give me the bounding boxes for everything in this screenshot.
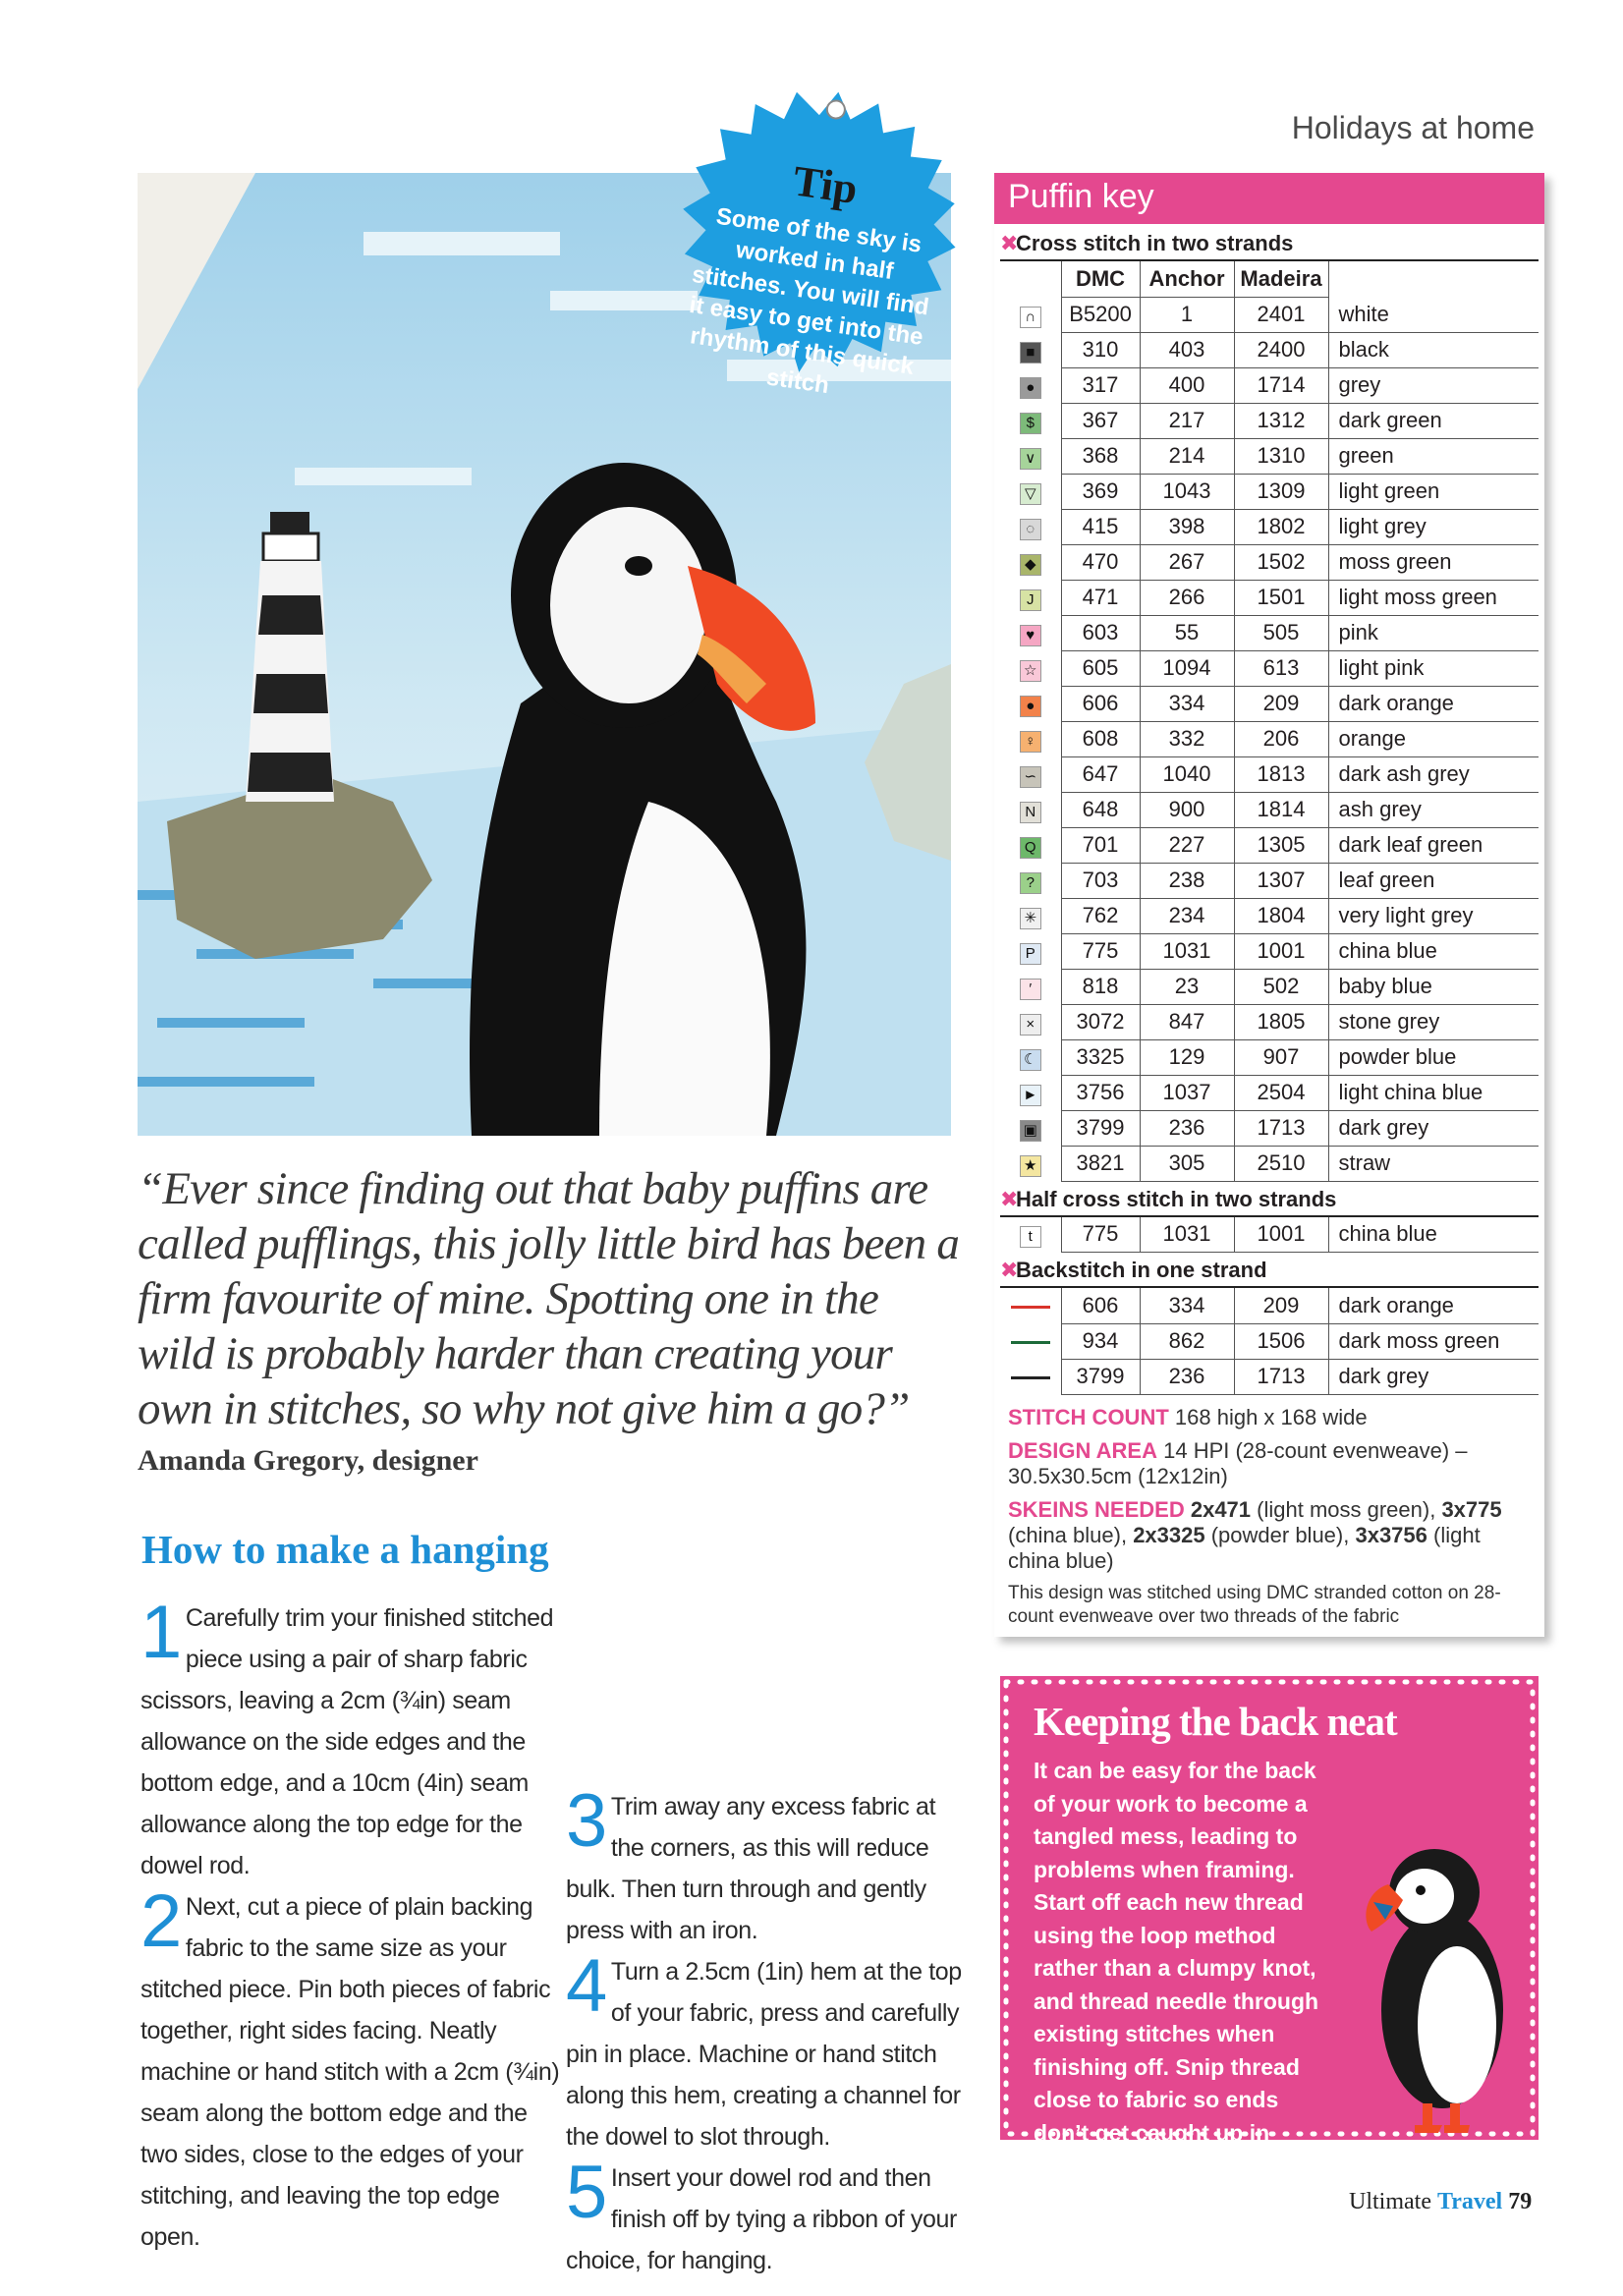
colour-name: green [1328,438,1539,474]
dmc-code: 310 [1061,332,1140,367]
design-area: DESIGN AREA 14 HPI (28-count evenweave) – 30.5x30.5cm (12x12in) [1008,1437,1468,1488]
anchor-code: 23 [1140,969,1234,1004]
key-symbol [1000,650,1061,686]
dmc-code: 605 [1061,650,1140,686]
stitch-symbol-icon: ? [1020,872,1041,894]
colour-name: grey [1328,367,1539,403]
stitch-symbol-icon: ★ [1020,1155,1041,1177]
key-symbol [1000,792,1061,827]
anchor-code: 238 [1140,863,1234,898]
skein-description: (light moss green), [1251,1496,1442,1522]
anchor-code: 900 [1140,792,1234,827]
dmc-code: 648 [1061,792,1140,827]
design-note: This design was stitched using DMC stranded cotton on 28-count evenweave over two threads of the fabric [1008,1582,1501,1627]
dmc-code: 415 [1061,509,1140,544]
colour-name: light grey [1328,509,1539,544]
skein-quantity: 3x775 [1441,1496,1502,1522]
madeira-code: 206 [1234,721,1328,756]
madeira-code: 1502 [1234,544,1328,580]
madeira-code: 613 [1234,650,1328,686]
anchor-code: 305 [1140,1146,1234,1181]
tip-text: Some of the sky is worked in half stitches. You will find it easy to get into the rhythm of this quick stitch [687,202,931,400]
key-symbol [1000,1004,1061,1039]
anchor-code: 214 [1140,438,1234,474]
stitch-symbol-icon: ☆ [1020,660,1041,682]
colour-name: stone grey [1328,1004,1539,1039]
key-symbol [1000,863,1061,898]
key-symbol [1000,297,1061,332]
key-row [1000,792,1539,827]
puffin-illustration [1364,1823,1560,2138]
anchor-code: 227 [1140,827,1234,863]
madeira-code: 1813 [1234,756,1328,792]
key-symbol [1000,1359,1061,1394]
anchor-code: 400 [1140,367,1234,403]
cross-stitch-table [1000,261,1539,1182]
madeira-code: 2400 [1234,332,1328,367]
anchor-code: 266 [1140,580,1234,615]
anchor-code: 1037 [1140,1075,1234,1110]
key-symbol [1000,827,1061,863]
colour-name: white [1328,297,1539,332]
madeira-code: 209 [1234,686,1328,721]
key-symbol [1000,933,1061,969]
key-row [1000,1288,1539,1323]
dmc-code: 3325 [1061,1039,1140,1075]
dmc-code: 3799 [1061,1359,1140,1394]
keeping-text: It can be easy for the back of your work to become a tangled mess, leading to problems when framing. Start off each new thread using the loop method rather than a clumpy knot, and thread needle through existing stitches when finishing off. Snip thread close to fabric so ends don’t get caught up in other stitches later. [1034,1758,1319,2178]
colour-name: powder blue [1328,1039,1539,1075]
anchor-code: 1 [1140,297,1234,332]
stitch-symbol-icon: ′ [1020,979,1041,1000]
key-symbol [1000,403,1061,438]
madeira-code: 1310 [1234,438,1328,474]
key-row [1000,827,1539,863]
dmc-code: 606 [1061,1288,1140,1323]
cross-icon: ✖ [1000,1186,1019,1211]
key-symbol [1000,367,1061,403]
colour-name: black [1328,332,1539,367]
key-row [1000,1039,1539,1075]
step-number: 5 [566,2151,607,2234]
anchor-code: 1043 [1140,474,1234,509]
anchor-code: 403 [1140,332,1234,367]
stitch-symbol-icon: ∩ [1020,307,1041,328]
anchor-code: 332 [1140,721,1234,756]
colour-name: light china blue [1328,1075,1539,1110]
keeping-back-neat-box [1000,1676,1539,2178]
stitch-symbol-icon: ► [1020,1085,1041,1106]
stitch-symbol-icon: $ [1020,413,1041,434]
stitch-symbol-icon: ∨ [1020,448,1041,470]
stitch-symbol-icon: ☾ [1020,1049,1041,1071]
colour-name: light pink [1328,650,1539,686]
stitch-symbol-icon: ■ [1020,342,1041,364]
stitch-symbol-icon: × [1020,1014,1041,1036]
key-row [1000,580,1539,615]
half-stitch-heading: ✖ Half cross stitch in two strands [1000,1182,1539,1217]
madeira-code: 1814 [1234,792,1328,827]
key-symbol [1000,1075,1061,1110]
dmc-code: 3756 [1061,1075,1140,1110]
key-symbol [1000,1217,1061,1253]
backstitch-line-icon [1011,1341,1050,1344]
anchor-code: 55 [1140,615,1234,650]
stitch-symbol-icon: t [1020,1226,1041,1248]
key-row [1000,969,1539,1004]
madeira-code: 1307 [1234,863,1328,898]
madeira-code: 1001 [1234,933,1328,969]
stitch-symbol-icon: ● [1020,696,1041,717]
anchor-code: 267 [1140,544,1234,580]
puffin-key-panel [994,173,1544,1637]
dmc-code: 3799 [1061,1110,1140,1146]
key-row [1000,438,1539,474]
cross-stitch-heading: ✖ Cross stitch in two strands [1000,226,1539,261]
key-row [1000,367,1539,403]
anchor-code: 236 [1140,1359,1234,1394]
stitch-symbol-icon: ▣ [1020,1120,1041,1142]
dmc-code: 647 [1061,756,1140,792]
colour-name: dark moss green [1328,1323,1539,1359]
step-text: Trim away any excess fabric at the corners, as this will reduce bulk. Then turn through and gently press with an iron. [566,1793,936,1944]
step-3 [566,1779,969,1951]
madeira-code: 209 [1234,1288,1328,1323]
backstitch-line-icon [1011,1306,1050,1309]
key-symbol [1000,898,1061,933]
key-row [1000,863,1539,898]
key-symbol [1000,686,1061,721]
madeira-code: 907 [1234,1039,1328,1075]
colour-name: dark ash grey [1328,756,1539,792]
key-row [1000,1075,1539,1110]
instructions-column-1 [140,1591,563,2258]
madeira-code: 502 [1234,969,1328,1004]
stitch-symbol-icon: ✳ [1020,908,1041,929]
madeira-code: 2510 [1234,1146,1328,1181]
madeira-code: 1714 [1234,367,1328,403]
madeira-code: 2401 [1234,297,1328,332]
colour-name: moss green [1328,544,1539,580]
step-text: Next, cut a piece of plain backing fabric to the same size as your stitched piece. Pin both pieces of fabric together, right sides facing. Neatly machine or hand stitch with a 2cm (¾in) seam along the bottom edge and the two sides, close to the edges of your stitching, and leaving the top edge open. [140,1893,560,2251]
dmc-code: 775 [1061,1217,1140,1253]
skein-description: (powder blue), [1204,1522,1356,1547]
key-row [1000,1146,1539,1181]
key-row [1000,1217,1539,1253]
skein-quantity: 2x471 [1190,1496,1252,1522]
key-row [1000,1004,1539,1039]
anchor-code: 1031 [1140,1217,1234,1253]
madeira-code: 1802 [1234,509,1328,544]
key-symbol [1000,1288,1061,1323]
madeira-code: 1305 [1234,827,1328,863]
dmc-code: 471 [1061,580,1140,615]
key-symbol [1000,721,1061,756]
backstitch-heading: ✖ Backstitch in one strand [1000,1253,1539,1288]
madeira-code: 505 [1234,615,1328,650]
col-header-dmc: DMC [1061,261,1140,297]
madeira-code: 1805 [1234,1004,1328,1039]
dmc-code: 368 [1061,438,1140,474]
half-stitch-table [1000,1217,1539,1254]
anchor-code: 1031 [1140,933,1234,969]
key-symbol [1000,438,1061,474]
how-to-title: How to make a hanging [141,1527,549,1572]
step-2 [140,1879,563,2258]
key-title: Puffin key [994,173,1544,224]
step-text: Carefully trim your finished stitched piece using a pair of sharp fabric scissors, leaving a 2cm (¾in) seam allowance on the side edges and the bottom edge, and a 10cm (4in) seam allowance along the top edge for the dowel rod. [140,1604,554,1879]
cross-icon: ✖ [1000,1258,1019,1282]
dmc-code: 934 [1061,1323,1140,1359]
key-row [1000,898,1539,933]
key-row [1000,509,1539,544]
keeping-title: Keeping the back neat [1034,1699,1397,1744]
key-symbol [1000,332,1061,367]
anchor-code: 234 [1140,898,1234,933]
skeins-needed: SKEINS NEEDED 2x471 (light moss green), 3x775 (china blue), 2x3325 (powder blue), 3x3756 (light china blue) [1008,1496,1502,1573]
stitch-symbol-icon: ● [1020,377,1041,399]
step-number: 1 [140,1591,182,1674]
page-folio: Ultimate Travel 79 [1349,2189,1533,2214]
key-row [1000,650,1539,686]
colour-name: orange [1328,721,1539,756]
stitch-symbol-icon: N [1020,802,1041,823]
stitch-symbol-icon: ∽ [1020,766,1041,788]
dmc-code: 3821 [1061,1146,1140,1181]
anchor-code: 236 [1140,1110,1234,1146]
key-symbol [1000,756,1061,792]
dmc-code: 608 [1061,721,1140,756]
step-text: Turn a 2.5cm (1in) hem at the top of your fabric, press and carefully pin in place. Machine or hand stitch along this hem, creating a channel for the dowel to slot through. [566,1958,962,2151]
step-4 [566,1944,969,2157]
key-row [1000,615,1539,650]
colour-name: pink [1328,615,1539,650]
col-header-madeira: Madeira [1234,261,1328,297]
colour-name: baby blue [1328,969,1539,1004]
skein-quantity: 2x3325 [1133,1522,1205,1547]
stitch-symbol-icon: P [1020,943,1041,965]
colour-name: dark orange [1328,1288,1539,1323]
skein-quantity: 3x3756 [1355,1522,1427,1547]
stitch-symbol-icon: ♥ [1020,625,1041,646]
dmc-code: 606 [1061,686,1140,721]
colour-name: dark green [1328,403,1539,438]
colour-name: light moss green [1328,580,1539,615]
step-text: Insert your dowel rod and then finish off by tying a ribbon of your choice, for hanging. [566,2164,957,2274]
key-row [1000,933,1539,969]
step-5 [566,2151,969,2281]
key-row [1000,332,1539,367]
step-number: 3 [566,1779,607,1863]
madeira-code: 1804 [1234,898,1328,933]
tip-title: Tip [790,156,861,214]
skein-description: (light china blue) [1008,1522,1481,1573]
anchor-code: 398 [1140,509,1234,544]
key-row [1000,297,1539,332]
colour-name: dark leaf green [1328,827,1539,863]
key-symbol [1000,969,1061,1004]
anchor-code: 334 [1140,686,1234,721]
madeira-code: 1506 [1234,1323,1328,1359]
key-row [1000,1359,1539,1394]
step-number: 4 [566,1944,607,2028]
stitch-count: STITCH COUNT 168 high x 168 wide [1008,1404,1368,1429]
dmc-code: 317 [1061,367,1140,403]
madeira-code: 2504 [1234,1075,1328,1110]
key-symbol [1000,1146,1061,1181]
anchor-code: 1040 [1140,756,1234,792]
anchor-code: 334 [1140,1288,1234,1323]
dmc-code: 369 [1061,474,1140,509]
colour-name: china blue [1328,1217,1539,1253]
dmc-code: 703 [1061,863,1140,898]
tip-badge [627,67,1004,444]
colour-name: dark grey [1328,1359,1539,1394]
key-row [1000,544,1539,580]
dmc-code: 762 [1061,898,1140,933]
colour-name: china blue [1328,933,1539,969]
dmc-code: 470 [1061,544,1140,580]
backstitch-line-icon [1011,1376,1050,1379]
key-row [1000,721,1539,756]
designer-quote: “Ever since finding out that baby puffins are called pufflings, this jolly little bird has been a firm favourite of mine. Spotting one in the wild is probably harder than creating your own in stitches, so why not give him a go?” [138,1163,960,1434]
col-header-anchor: Anchor [1140,261,1234,297]
colour-name: leaf green [1328,863,1539,898]
colour-name: straw [1328,1146,1539,1181]
madeira-code: 1001 [1234,1217,1328,1253]
key-row [1000,1110,1539,1146]
madeira-code: 1713 [1234,1359,1328,1394]
dmc-code: 367 [1061,403,1140,438]
madeira-code: 1501 [1234,580,1328,615]
dmc-code: 3072 [1061,1004,1140,1039]
key-symbol [1000,474,1061,509]
instructions-column-2 [566,1779,969,2281]
skein-description: (china blue), [1008,1522,1134,1547]
key-symbol [1000,544,1061,580]
stitch-symbol-icon: ▽ [1020,483,1041,505]
step-1 [140,1591,563,1886]
key-symbol [1000,580,1061,615]
key-symbol [1000,615,1061,650]
madeira-code: 1312 [1234,403,1328,438]
colour-name: light green [1328,474,1539,509]
stitch-symbol-icon: Q [1020,837,1041,859]
key-symbol [1000,1039,1061,1075]
anchor-code: 847 [1140,1004,1234,1039]
key-row [1000,1323,1539,1359]
quote-author: Amanda Gregory, designer [138,1444,478,1477]
colour-name: dark grey [1328,1110,1539,1146]
dmc-code: B5200 [1061,297,1140,332]
dmc-code: 775 [1061,933,1140,969]
step-number: 2 [140,1879,182,1963]
dmc-code: 818 [1061,969,1140,1004]
key-symbol [1000,1110,1061,1146]
dmc-code: 701 [1061,827,1140,863]
key-row [1000,686,1539,721]
colour-name: dark orange [1328,686,1539,721]
colour-name: very light grey [1328,898,1539,933]
cross-icon: ✖ [1000,231,1019,255]
key-row [1000,756,1539,792]
key-symbol [1000,509,1061,544]
stitch-symbol-icon: J [1020,589,1041,611]
anchor-code: 862 [1140,1323,1234,1359]
stitch-symbol-icon: ♀ [1020,731,1041,753]
anchor-code: 217 [1140,403,1234,438]
madeira-code: 1309 [1234,474,1328,509]
stitch-symbol-icon: ◆ [1020,554,1041,576]
backstitch-table [1000,1288,1539,1395]
section-header: Holidays at home [1291,110,1535,145]
anchor-code: 1094 [1140,650,1234,686]
key-symbol [1000,1323,1061,1359]
colour-name: ash grey [1328,792,1539,827]
stitch-symbol-icon: ◌ [1020,519,1041,540]
madeira-code: 1713 [1234,1110,1328,1146]
anchor-code: 129 [1140,1039,1234,1075]
dmc-code: 603 [1061,615,1140,650]
key-row [1000,403,1539,438]
key-row [1000,474,1539,509]
